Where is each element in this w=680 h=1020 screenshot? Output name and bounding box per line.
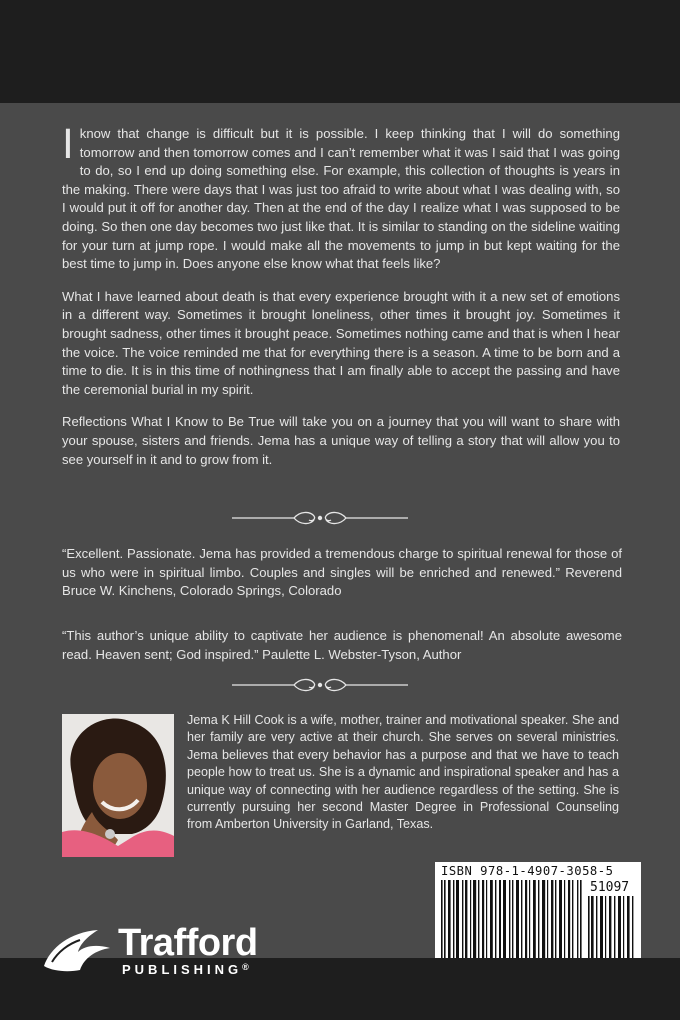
blurb bbox=[62, 122, 620, 483]
blurb-paragraph-1 bbox=[62, 122, 620, 274]
drop-cap: I bbox=[62, 122, 74, 168]
testimonial-1 bbox=[62, 545, 622, 601]
blurb-paragraph-2: What I have learned about death is that every experience brought with it a new set of emotions in a different way. Sometimes it brought loneliness, other times it brought joy. Sometimes it brought sadness, other times it brought peace. Sometimes nothing came and that is when I hear the voice. The voice reminded me that for everything there is a season. A time to be born and a time to die. It is in this time of nothingness that I am finally able to accept the passing and have the ceremonial burial in my spirit. bbox=[62, 288, 620, 397]
ornament-divider bbox=[230, 677, 410, 693]
publisher-logo bbox=[40, 924, 300, 978]
publisher-subtitle bbox=[122, 962, 249, 977]
top-band bbox=[0, 0, 680, 103]
isbn-number: ISBN 978-1-4907-3058-5 bbox=[441, 864, 614, 878]
testimonial-text: “Excellent. Passionate. Jema has provided a tremendous charge to spiritual renewal for those of us who were in spiritual limbo. Couples and singles will be enriched and renewed.” Reverend Bruce W. Kinchens, Colorado Springs, Colorado bbox=[62, 546, 622, 599]
blurb-paragraph-1-text: know that change is difficult but it is possible. I keep thinking that I will do something tomorrow and then tomorrow comes and I can’t remember what it was I said that I was going to do, so I end up doing something else. For example, this collection of thoughts is years in the making. There were days that I was just too afraid to write about what I was dealing with, so I would put it off for another day. Then at the end of the day I realize what I was supposed to be doing. So then one day becomes two just like that. It is similar to standing on the sideline waiting for your turn at jump rope. I would make all the movements to jump in but kept waiting for the best time to jump in. Does anyone else know what that feels like? bbox=[62, 126, 620, 272]
ornament-divider bbox=[230, 510, 410, 526]
publisher-subtitle-text: PUBLISHING bbox=[122, 962, 243, 977]
price-code: 51097 bbox=[590, 880, 630, 895]
publisher-name: Trafford bbox=[118, 922, 258, 964]
testimonial-2 bbox=[62, 627, 622, 664]
blurb-paragraph-3: Reflections What I Know to Be True will take you on a journey that you will want to share with your spouse, sisters and friends. Jema has a unique way of telling a story that will allow you to see yourself in it and to grow from it. bbox=[62, 414, 620, 467]
ean-bars bbox=[439, 880, 585, 966]
testimonial-text: “This author’s unique ability to captivate her audience is phenomenal! An absolute awesome read. Heaven sent; God inspired.” Paulette L. Webster-Tyson, Author bbox=[62, 628, 622, 662]
wave-icon bbox=[40, 926, 114, 974]
registered-mark: ® bbox=[242, 962, 249, 972]
addon-bars bbox=[587, 896, 637, 962]
author-bio: Jema K Hill Cook is a wife, mother, trainer and motivational speaker. She and her family are very active at their church. She serves on several ministries. Jema believes that every behavior has a purpose and that we have to teach people how to treat us. She is a dynamic and inspirational speaker and has a unique way of connecting with her audience regardless of the setting. She is currently pursuing her second Master Degree in Professional Counseling from Amberton University in Garland, Texas. bbox=[187, 713, 619, 832]
author-photo bbox=[62, 714, 174, 857]
